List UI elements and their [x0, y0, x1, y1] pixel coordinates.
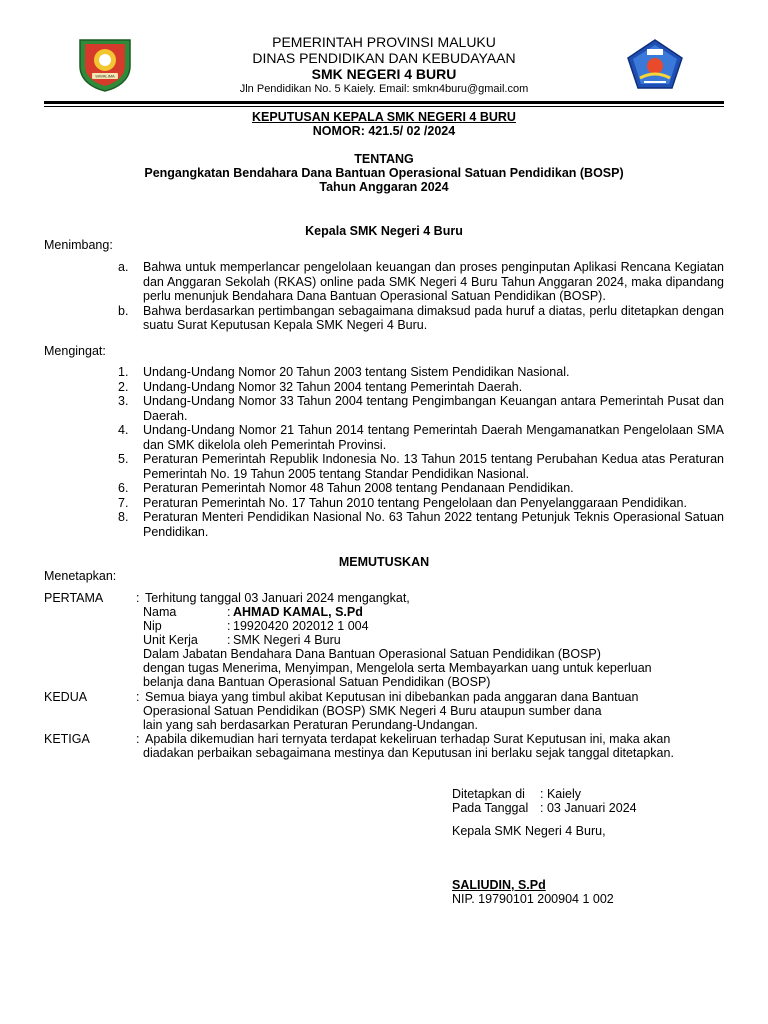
list-marker: 5.	[118, 452, 129, 466]
memutuskan-heading: MEMUTUSKAN	[338, 555, 430, 569]
kedua-line-3: lain yang sah berdasarkan Peraturan Perundang-Undangan.	[143, 718, 478, 732]
decree-issuer: Kepala SMK Negeri 4 Buru	[305, 224, 463, 238]
list-text: Peraturan Menteri Pendidikan Nasional No. 63 Tahun 2022 tentang Petunjuk Teknis Operasional Satuan Pendidikan.	[143, 510, 724, 539]
unit-colon: :	[227, 633, 231, 647]
list-item	[118, 481, 724, 496]
letterhead-divider-thin	[44, 106, 724, 107]
menetapkan-label: Menetapkan:	[44, 569, 117, 583]
letterhead-divider-thick	[44, 101, 724, 104]
letterhead-province: PEMERINTAH PROVINSI MALUKU	[272, 34, 496, 50]
pertama-text: Terhitung tanggal 03 Januari 2024 mengangkat,	[145, 591, 410, 605]
signature-date-label: Pada Tanggal	[452, 801, 529, 815]
list-marker: a.	[118, 260, 129, 274]
ketiga-line-2: diadakan perbaikan sebagaimana mestinya dan Keputusan ini berlaku sejak tanggal ditetapkan.	[143, 746, 674, 760]
nama-colon: :	[227, 605, 231, 619]
list-marker: b.	[118, 303, 129, 318]
list-item	[118, 496, 724, 511]
list-text: Undang-Undang Nomor 32 Tahun 2004 tentang Pemerintah Daerah.	[143, 379, 523, 394]
list-item	[118, 365, 724, 380]
decree-year: Tahun Anggaran 2024	[319, 180, 449, 194]
kedua-colon: :	[136, 690, 140, 704]
list-item	[118, 423, 724, 452]
list-marker: 4.	[118, 423, 129, 437]
menimbang-label: Menimbang:	[44, 238, 113, 252]
decree-number: NOMOR: 421.5/ 02 /2024	[312, 124, 456, 138]
list-text: Peraturan Pemerintah Nomor 48 Tahun 2008 tentang Pendanaan Pendidikan.	[143, 481, 574, 495]
list-marker: 8.	[118, 510, 129, 524]
pertama-colon: :	[136, 591, 140, 605]
emblem-motto-text: SIWALIMA	[95, 73, 115, 79]
letterhead-school: SMK NEGERI 4 BURU	[311, 66, 457, 82]
nama-label: Nama	[143, 605, 177, 619]
pertama-desc-3: belanja dana Bantuan Operasional Satuan Pendidikan (BOSP)	[143, 675, 491, 689]
kedua-label: KEDUA	[44, 690, 88, 704]
menimbang-list	[118, 260, 724, 333]
kedua-line-2: Operasional Satuan Pendidikan (BOSP) SMK Negeri 4 Buru ataupun sumber dana	[143, 704, 602, 718]
list-text: Peraturan Pemerintah Republik Indonesia No. 13 Tahun 2015 tentang Perubahan Kedua atas Peraturan Pemerintah No. 19 Tahun 2005 tentang Standar Pendidikan Nasional.	[143, 452, 724, 481]
kedua-line-1: Semua biaya yang timbul akibat Keputusan ini dibebankan pada anggaran dana Bantuan	[145, 690, 639, 704]
list-item	[118, 260, 724, 304]
signature-date-value: : 03 Januari 2024	[540, 801, 637, 815]
list-text: Undang-Undang Nomor 33 Tahun 2004 tentang Pengimbangan Keuangan antara Pemerintah Pusat dan Daerah.	[143, 394, 724, 423]
mengingat-label: Mengingat:	[44, 344, 106, 358]
list-item	[118, 510, 724, 539]
ketiga-colon: :	[136, 732, 140, 746]
mengingat-list	[118, 365, 724, 539]
ketiga-line-1: Apabila dikemudian hari ternyata terdapat kekeliruan terhadap Surat Keputusan ini, maka akan	[145, 732, 671, 746]
signature-place-value: : Kaiely	[540, 787, 581, 801]
list-text: Bahwa berdasarkan pertimbangan sebagaimana dimaksud pada huruf a diatas, perlu ditetapkan dengan suatu Surat Keputusan Kepala SMK Negeri 4 Buru.	[143, 303, 724, 332]
pertama-desc-2: dengan tugas Menerima, Menyimpan, Mengelola serta Membayarkan uang untuk keperluan	[143, 661, 652, 675]
list-marker: 7.	[118, 495, 129, 510]
nip-colon: :	[227, 619, 231, 633]
list-item	[118, 304, 724, 333]
signature-position: Kepala SMK Negeri 4 Buru,	[452, 824, 606, 838]
signature-place-label: Ditetapkan di	[452, 787, 525, 801]
list-text: Bahwa untuk memperlancar pengelolaan keuangan dan proses penginputan Aplikasi Rencana Kegiatan dan Anggaran Sekolah (RKAS) online pada SMK Negeri 4 Buru Tahun Anggaran 2024, maka dipandang perlu menunjuk Bendahara Dana Bantuan Operasional Satuan Pendidikan (BOSP).	[143, 260, 724, 303]
signature-name: SALIUDIN, S.Pd	[452, 878, 546, 892]
pertama-desc-1: Dalam Jabatan Bendahara Dana Bantuan Operasional Satuan Pendidikan (BOSP)	[143, 647, 601, 661]
pertama-label: PERTAMA	[44, 591, 104, 605]
decree-subject: Pengangkatan Bendahara Dana Bantuan Operasional Satuan Pendidikan (BOSP)	[144, 166, 624, 180]
nip-value: 19920420 202012 1 004	[233, 619, 369, 633]
unit-value: SMK Negeri 4 Buru	[233, 633, 341, 647]
unit-label: Unit Kerja	[143, 633, 198, 647]
list-item	[118, 394, 724, 423]
nip-label: Nip	[143, 619, 162, 633]
nama-value: AHMAD KAMAL, S.Pd	[233, 605, 363, 619]
letterhead-department: DINAS PENDIDIKAN DAN KEBUDAYAAN	[252, 50, 516, 66]
list-text: Undang-Undang Nomor 20 Tahun 2003 tentang Sistem Pendidikan Nasional.	[143, 365, 570, 379]
list-text: Peraturan Pemerintah No. 17 Tahun 2010 tentang Pengelolaan dan Penyelanggaraan Pendidikan.	[143, 495, 687, 510]
list-item	[118, 380, 724, 395]
letterhead-address: Jln Pendidikan No. 5 Kaiely. Email: smkn4buru@gmail.com	[239, 83, 529, 95]
list-marker: 6.	[118, 481, 129, 495]
list-item	[118, 452, 724, 481]
ketiga-label: KETIGA	[44, 732, 90, 746]
list-marker: 3.	[118, 394, 129, 408]
list-marker: 1.	[118, 365, 129, 379]
list-marker: 2.	[118, 379, 129, 394]
signature-nip: NIP. 19790101 200904 1 002	[452, 892, 614, 906]
decree-tentang: TENTANG	[354, 152, 414, 166]
list-text: Undang-Undang Nomor 21 Tahun 2014 tentang Pemerintah Daerah Mengamanatkan Pengelolaan SMA dan SMK dikelola oleh Pemerintah Provinsi.	[143, 423, 724, 452]
decree-title: KEPUTUSAN KEPALA SMK NEGERI 4 BURU	[252, 110, 516, 124]
